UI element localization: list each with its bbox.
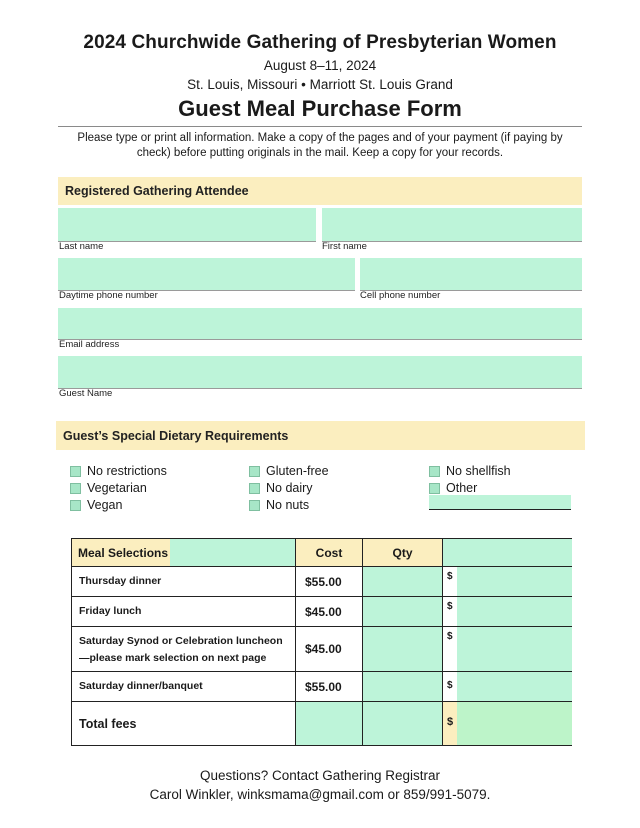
meal-row-cost: $45.00 [296, 627, 363, 672]
qty-input[interactable] [363, 672, 443, 702]
guest-name-field[interactable] [58, 356, 582, 389]
option-label: No shellfish [446, 464, 511, 478]
cost-header: Cost [296, 539, 363, 567]
option-no-dairy[interactable] [249, 481, 313, 495]
option-label: Vegetarian [87, 481, 147, 495]
option-no-shellfish[interactable] [429, 464, 511, 478]
total-fees-label: Total fees [72, 702, 296, 745]
total-amount-cell [443, 702, 572, 745]
qty-input[interactable] [363, 597, 443, 627]
amount-input[interactable] [457, 672, 572, 701]
meal-table [71, 538, 572, 746]
event-venue: St. Louis, Missouri • Marriott St. Louis Grand [187, 77, 453, 92]
amount-input[interactable] [457, 627, 572, 671]
first-name-label: First name [322, 241, 367, 252]
option-no-nuts[interactable] [249, 498, 309, 512]
option-vegan[interactable] [70, 498, 122, 512]
meal-row-name: Thursday dinner [72, 567, 296, 597]
other-dietary-field[interactable] [429, 495, 571, 510]
qty-input[interactable] [363, 567, 443, 597]
option-label: No restrictions [87, 464, 167, 478]
daytime-phone-label: Daytime phone number [59, 290, 158, 301]
amount-cell [443, 672, 572, 702]
meal-row-cost: $45.00 [296, 597, 363, 627]
instructions: Please type or print all information. Make a copy of the pages and of your payment (if paying by check) before putting originals in the mail. Keep a copy for your records. [77, 132, 563, 159]
option-no-restrictions[interactable] [70, 464, 167, 478]
email-field[interactable] [58, 308, 582, 340]
currency-symbol: $ [447, 680, 453, 691]
meal-row-name: Saturday Synod or Celebration luncheon—please mark selection on next page [72, 627, 296, 672]
email-label: Email address [59, 339, 120, 350]
event-dates: August 8–11, 2024 [263, 58, 377, 73]
checkbox-other[interactable] [429, 483, 440, 494]
currency-symbol: $ [447, 571, 453, 582]
amount-cell [443, 567, 572, 597]
option-label: Gluten-free [266, 464, 329, 478]
daytime-phone-field[interactable] [58, 258, 355, 291]
option-label: No nuts [266, 498, 310, 512]
option-other[interactable] [429, 481, 477, 495]
option-label: Other [446, 481, 478, 495]
amount-cell [443, 627, 572, 672]
dietary-section-header: Guest’s Special Dietary Requirements [56, 421, 585, 450]
event-title: 2024 Churchwide Gathering of Presbyterian Women [83, 32, 557, 53]
amount-input[interactable] [457, 567, 572, 596]
option-label: Vegan [87, 498, 123, 512]
checkbox-vegan[interactable] [70, 500, 81, 511]
checkbox-no-restrictions[interactable] [70, 466, 81, 477]
meal-row-name: Saturday dinner/banquet [72, 672, 296, 702]
currency-symbol: $ [447, 631, 453, 642]
amount-cell [443, 597, 572, 627]
total-qty-input[interactable] [363, 702, 443, 745]
cell-phone-field[interactable] [360, 258, 582, 291]
meal-row-cost: $55.00 [296, 567, 363, 597]
cell-phone-label: Cell phone number [360, 290, 441, 301]
meal-row-cost: $55.00 [296, 672, 363, 702]
amount-header [443, 539, 572, 567]
attendee-section-header: Registered Gathering Attendee [58, 177, 582, 205]
form-title: Guest Meal Purchase Form [178, 96, 462, 121]
option-vegetarian[interactable] [70, 481, 147, 495]
checkbox-no-nuts[interactable] [249, 500, 260, 511]
amount-input[interactable] [457, 597, 572, 626]
checkbox-no-shellfish[interactable] [429, 466, 440, 477]
qty-header: Qty [363, 539, 443, 567]
meal-selections-header [72, 539, 296, 567]
meal-row-name: Friday lunch [72, 597, 296, 627]
checkbox-gluten-free[interactable] [249, 466, 260, 477]
footer-contact: Carol Winkler, winksmama@gmail.com or 859/991-5079. [149, 787, 491, 802]
option-label: No dairy [266, 481, 313, 495]
last-name-label: Last name [59, 241, 104, 252]
first-name-field[interactable] [322, 208, 582, 242]
checkbox-no-dairy[interactable] [249, 483, 260, 494]
total-cost-cell [296, 702, 363, 745]
header-divider [58, 126, 582, 127]
option-gluten-free[interactable] [249, 464, 329, 478]
last-name-field[interactable] [58, 208, 316, 242]
checkbox-vegetarian[interactable] [70, 483, 81, 494]
currency-symbol: $ [447, 601, 453, 612]
qty-input[interactable] [363, 627, 443, 672]
currency-symbol: $ [447, 716, 454, 728]
meal-selections-header-label: Meal Selections [78, 545, 169, 560]
total-amount-input[interactable] [457, 702, 572, 745]
guest-name-label: Guest Name [59, 388, 113, 399]
footer-questions: Questions? Contact Gathering Registrar [199, 768, 441, 783]
